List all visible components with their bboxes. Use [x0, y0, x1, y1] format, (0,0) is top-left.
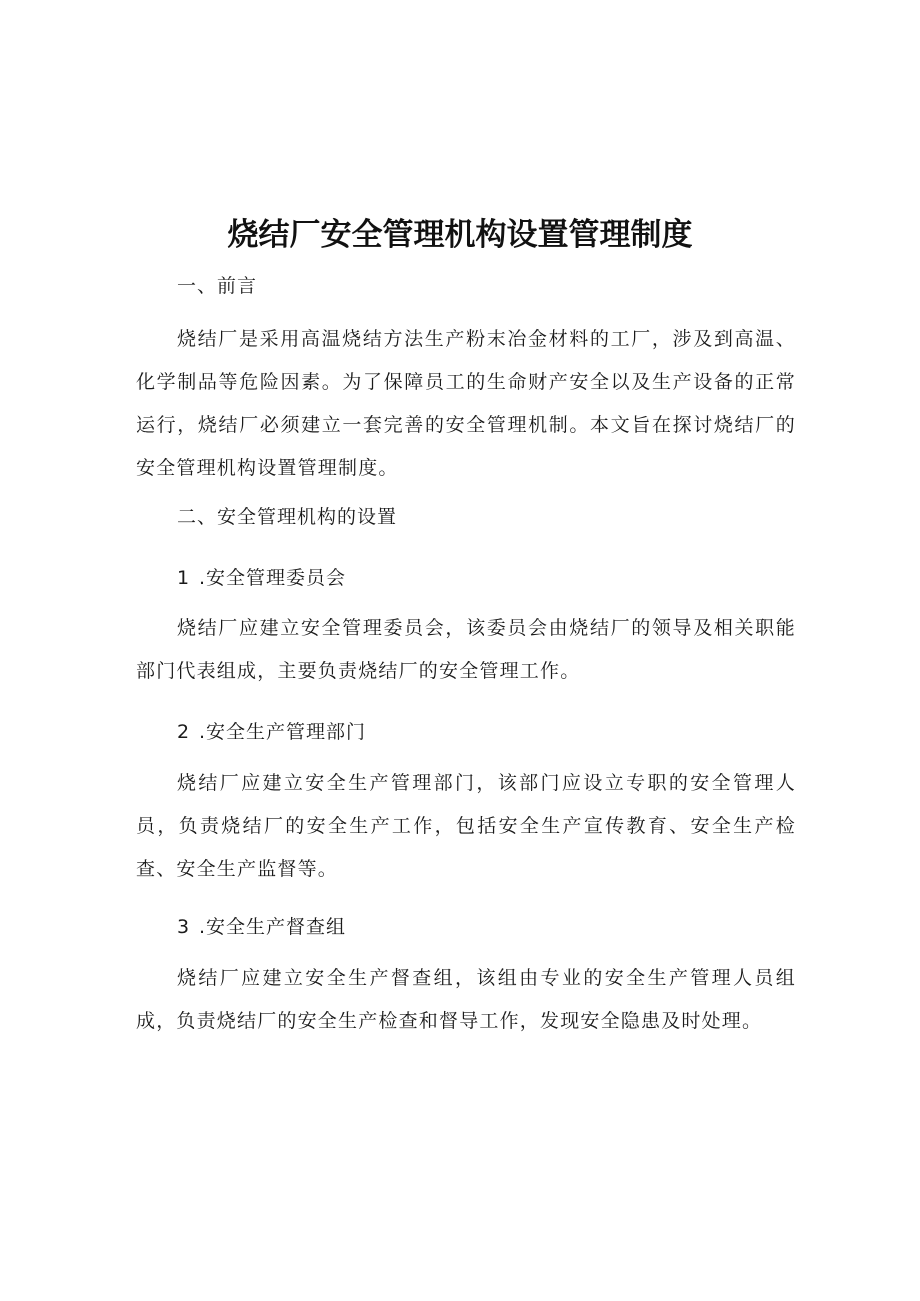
preface-paragraph: 烧结厂是采用高温烧结方法生产粉末冶金材料的工厂，涉及到高温、化学制品等危险因素。为了保障员工的生命财产安全以及生产设备的正常运行，烧结厂必须建立一套完善的安全管理机制。本文旨在探讨烧结厂的安全管理机构设置管理制度。: [136, 328, 796, 479]
subsection-paragraph-2: 烧结厂应建立安全生产管理部门，该部门应设立专职的安全管理人员，负责烧结厂的安全生产工作，包括安全生产宣传教育、安全生产检查、安全生产监督等。: [136, 772, 796, 880]
section-heading-preface: 一、前言: [177, 275, 258, 297]
subsection-number: 2: [177, 721, 191, 743]
subsection-number: 1: [177, 567, 191, 589]
document-title: 烧结厂安全管理机构设置管理制度: [227, 217, 693, 253]
subsection-paragraph-3: 烧结厂应建立安全生产督查组，该组由专业的安全生产管理人员组成，负责烧结厂的安全生产检查和督导工作，发现安全隐患及时处理。: [136, 967, 796, 1032]
section-heading-organization: 二、安全管理机构的设置: [177, 506, 398, 528]
subsection-heading-1: [177, 563, 346, 593]
subsection-title: .安全管理委员会: [199, 567, 347, 589]
subsection-heading-3: [177, 912, 346, 942]
subsection-number: 3: [177, 916, 191, 938]
subsection-title: .安全生产督查组: [199, 916, 347, 938]
subsection-paragraph-1: 烧结厂应建立安全管理委员会，该委员会由烧结厂的领导及相关职能部门代表组成，主要负责烧结厂的安全管理工作。: [136, 617, 796, 682]
subsection-heading-2: [177, 717, 366, 747]
subsection-title: .安全生产管理部门: [199, 721, 367, 743]
